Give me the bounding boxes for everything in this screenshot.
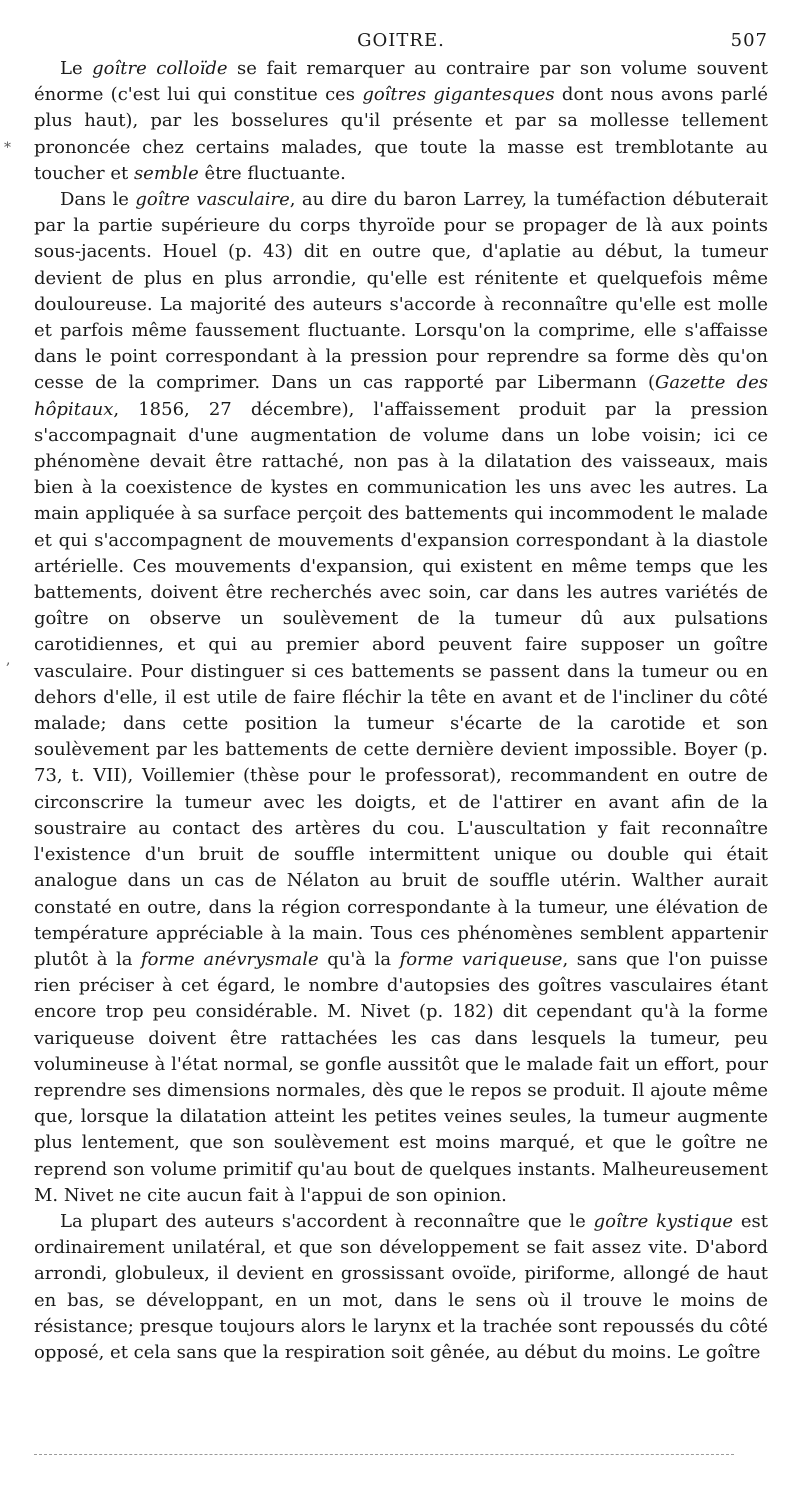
italic-term: Gazette des hôpitaux: [34, 372, 769, 420]
text-run: , sans que l'on puisse rien préciser à cet égard, le nombre d'autopsies des goîtres vasculaires étant encore trop peu considérable. M. Nivet (p. 182) dit cependant qu'à la forme variqueuse doivent être rattachées les cas dans lesquels la tumeur, peu volumineuse à l'état normal, se gonfle aussitôt que le malade fait un effort, pour reprendre ses dimensions normales, dès que le repos se produit. Il ajoute même que, lorsque la dilatation atteint les petites veines seules, la tumeur augmente plus lentement, que son soulèvement est moins marqué, et que le goître ne reprend son volume primitif qu'au bout de quelques instants. Malheureusement M. Nivet ne cite aucun fait à l'appui de son opinion.: [34, 948, 768, 1206]
italic-term: goître vasculaire: [135, 189, 290, 211]
italic-term: forme variqueuse: [399, 948, 563, 970]
footer-rule: [34, 1454, 734, 1455]
text-run: être fluctuante.: [198, 162, 346, 184]
text-run: La plupart des auteurs s'accordent à reconnaître que le: [60, 1210, 594, 1232]
italic-term: goître colloïde: [92, 58, 228, 79]
running-title: GOITRE.: [357, 30, 445, 51]
paragraph-goitre-vasculaire: [34, 187, 768, 1209]
text-run: , 1856, 27 décembre), l'affaissement produit par la pression s'accompagnait d'une augmentation de volume dans un lobe voisin; ici ce phénomène devait être rattaché, non pas à la dilatation des vaisseaux, mais bien à la coexistence de kystes en communication les uns avec les autres. La main appliquée à sa surface perçoit des battements qui incommodent le malade et qui s'accompagnent de mouvements d'expansion correspondant à la diastole artérielle. Ces mouvements d'expansion, qui existent en même temps que les battements, doivent être recherchés avec soin, car dans les autres variétés de goître on observe un soulèvement de la tumeur dû aux pulsations carotidiennes, et qui au premier abord peuvent faire supposer un goître vasculaire. Pour distinguer si ces battements se passent dans la tumeur ou en dehors d'elle, il est utile de faire fléchir la tête en avant et de l'incliner du côté malade; dans cette position la tumeur s'écarte de la carotide et son soulèvement par les battements de cette dernière devient impossible. Boyer (p. 73, t. VII), Voillemier (thèse pour le professorat), recommandent en outre de circonscrire la tumeur avec les doigts, et de l'attirer en avant afin de la soustraire au contact des artères du cou. L'auscultation y fait reconnaître l'existence d'un bruit de souffle intermittent unique ou double qui était analogue dans un cas de Nélaton au bruit de souffle utérin. Walther aurait constaté en outre, dans la région correspondante à la tumeur, une élévation de température appréciable à la main. Tous ces phénomènes semblent appartenir plutôt à la: [34, 398, 768, 970]
paragraph-goitre-colloide: [34, 56, 768, 187]
text-run: est ordinairement unilatéral, et que son développement se fait assez vite. D'abord arrondi, globuleux, il devient en grossissant ovoïde, piriforme, allongé de haut en bas, se développant, en un mot, dans le sens où il trouve le moins de résistance; presque toujours alors le larynx et la trachée sont repoussés du côté opposé, et cela sans que la respiration soit gênée, au début du moins. Le goître: [34, 1210, 769, 1363]
text-run: se fait remarquer au contraire par son volume souvent énorme (c'est lui qui constitue ces: [34, 58, 769, 106]
text-run: Dans le: [60, 189, 136, 211]
text-run: dont nous avons parlé plus haut), par les bosselures qu'il présente et par sa mollesse tellement prononcée chez certains malades, que toute la masse est tremblotante au toucher et: [34, 84, 768, 184]
body-text: [34, 56, 768, 1366]
book-page: [34, 22, 768, 1462]
margin-asterisk-mark: *: [4, 140, 11, 156]
page-number: 507: [730, 30, 768, 51]
italic-term: semble: [133, 162, 199, 184]
text-run: qu'à la: [318, 948, 400, 970]
margin-tick-mark: ,: [6, 652, 11, 668]
italic-term: forme anévrysmale: [140, 948, 319, 970]
text-run: Le: [60, 58, 93, 79]
paragraph-goitre-kystique: [34, 1209, 768, 1366]
text-run: , au dire du baron Larrey, la tuméfaction débuterait par la partie supérieure du corps thyroïde pour se propager de là aux points sous-jacents. Houel (p. 43) dit en outre que, d'aplatie au début, la tumeur devient de plus en plus arrondie, qu'elle est rénitente et quelquefois même douloureuse. La majorité des auteurs s'accorde à reconnaître qu'elle est molle et parfois même faussement fluctuante. Lorsqu'on la comprime, elle s'affaisse dans le point correspondant à la pression pour reprendre sa forme dès qu'on cesse de la comprimer. Dans un cas rapporté par Libermann (: [34, 189, 768, 394]
italic-term: goîtres gigantesques: [362, 84, 555, 106]
italic-term: goître kystique: [593, 1210, 734, 1232]
page-header: [34, 22, 768, 52]
